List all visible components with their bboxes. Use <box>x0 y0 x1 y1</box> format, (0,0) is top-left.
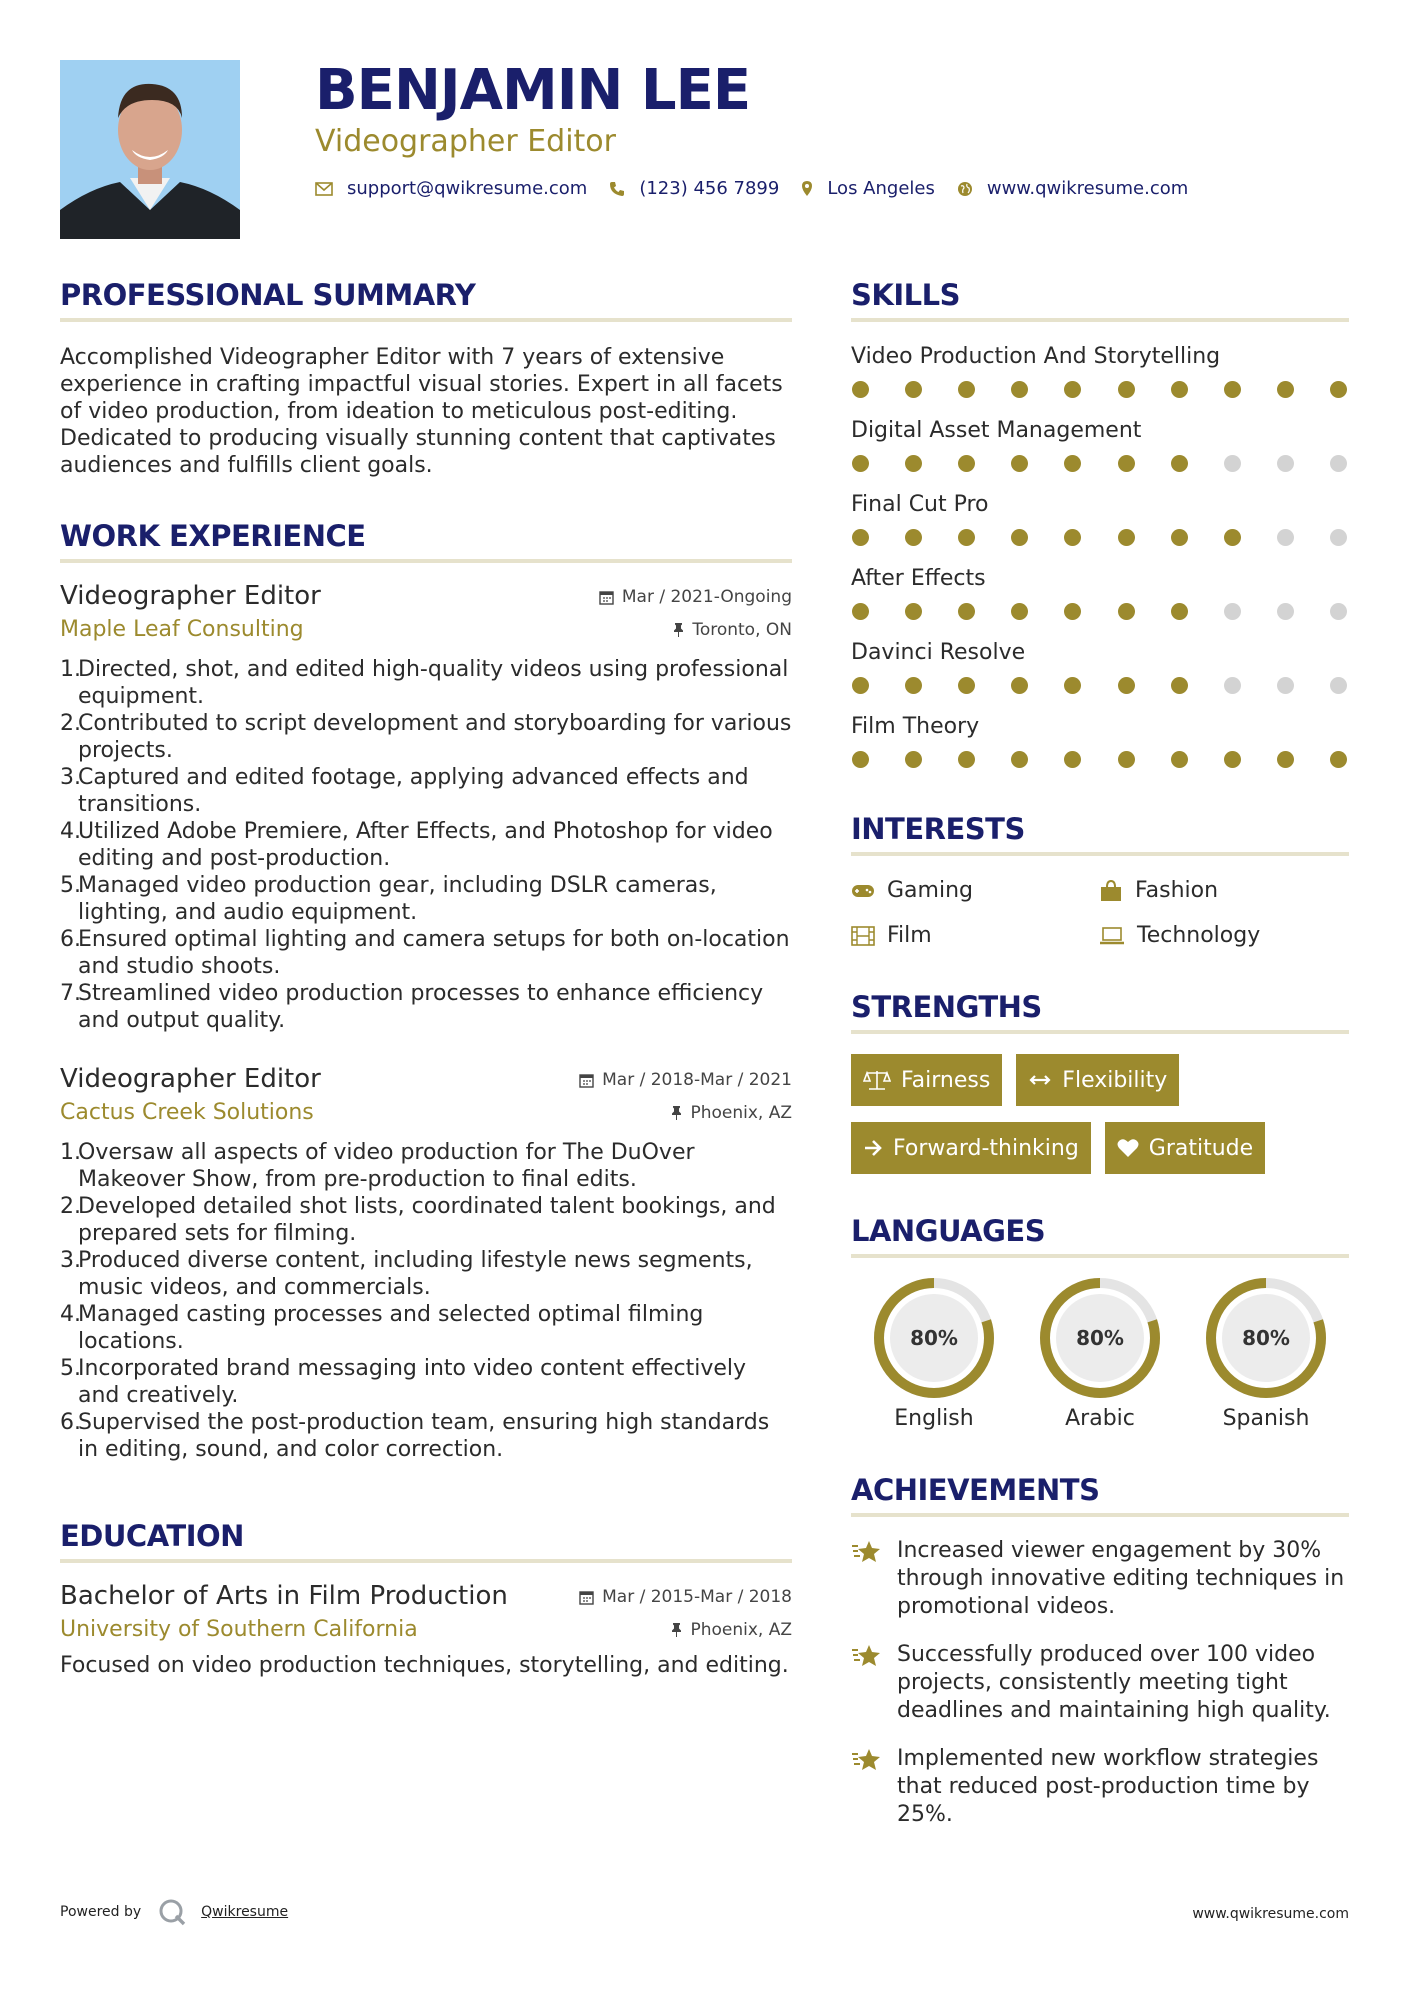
rating-dot-filled <box>1064 751 1081 768</box>
candidate-name: BENJAMIN LEE <box>315 58 751 123</box>
skill-item <box>851 418 1349 472</box>
rating-dot-filled <box>1118 455 1135 472</box>
skill-rating <box>851 455 1349 472</box>
rating-dot-filled <box>1118 529 1135 546</box>
bullet-item: 6. Supervised the post-production team, ensuring high standards in editing, sound, and color correction. <box>60 1410 770 1462</box>
interest-item: Gaming <box>851 878 1099 903</box>
language-name: Arabic <box>1065 1406 1135 1431</box>
bullet-item: 5. Incorporated brand messaging into video content effectively and creatively. <box>60 1356 747 1408</box>
pin-icon <box>671 1105 682 1120</box>
skill-name: After Effects <box>851 566 986 591</box>
experience-heading: WORK EXPERIENCE <box>60 519 792 563</box>
strengths-heading: STRENGTHS <box>851 990 1349 1034</box>
balance-scale-icon <box>863 1069 891 1091</box>
rating-dot-filled <box>1064 455 1081 472</box>
job-title: Videographer Editor <box>60 1064 321 1094</box>
arrow-right-icon <box>863 1139 883 1157</box>
envelope-icon <box>315 182 333 196</box>
rating-dot-filled <box>1064 529 1081 546</box>
rating-dot-filled <box>1011 603 1028 620</box>
language-percent: 80% <box>1242 1326 1290 1350</box>
rating-dot-filled <box>852 603 869 620</box>
language-ring <box>1204 1276 1328 1400</box>
rating-dot-filled <box>905 603 922 620</box>
education-date <box>579 1587 792 1607</box>
rating-dot-filled <box>905 455 922 472</box>
bullet-item: 3. Produced diverse content, including lifestyle news segments, music videos, and commercials. <box>60 1248 753 1300</box>
strength-tag: Fairness <box>851 1054 1002 1106</box>
phone-icon <box>609 181 625 197</box>
education-heading: EDUCATION <box>60 1519 792 1563</box>
strengths-section <box>851 990 1349 1174</box>
language-item <box>1017 1276 1183 1431</box>
interest-item: Fashion <box>1099 878 1347 903</box>
rating-dot-filled <box>1118 677 1135 694</box>
languages-list <box>851 1276 1349 1431</box>
rating-dot-empty <box>1224 455 1241 472</box>
rating-dot-filled <box>1277 381 1294 398</box>
skill-rating <box>851 751 1349 768</box>
profile-photo <box>60 60 240 239</box>
rating-dot-empty <box>1277 529 1294 546</box>
skill-name: Davinci Resolve <box>851 640 1026 665</box>
job-bullets <box>60 1139 792 1463</box>
calendar-icon <box>599 590 614 605</box>
skill-rating <box>851 677 1349 694</box>
candidate-role: Videographer Editor <box>315 124 616 159</box>
skill-item <box>851 566 1349 620</box>
job-location <box>673 620 792 640</box>
achievement-item: Increased viewer engagement by 30% through innovative editing techniques in promotional videos. <box>851 1537 1349 1621</box>
skill-item <box>851 714 1349 768</box>
education-location <box>671 1620 792 1640</box>
rating-dot-filled <box>1171 529 1188 546</box>
rating-dot-filled <box>852 381 869 398</box>
achievement-item: Implemented new workflow strategies that reduced post-production time by 25%. <box>851 1745 1349 1829</box>
rating-dot-filled <box>1224 529 1241 546</box>
laptop-icon <box>1099 927 1125 945</box>
bullet-item: 3. Captured and edited footage, applying advanced effects and transitions. <box>60 765 749 817</box>
skill-name: Final Cut Pro <box>851 492 989 517</box>
language-percent: 80% <box>1076 1326 1124 1350</box>
rating-dot-empty <box>1277 603 1294 620</box>
education-date-text: Mar / 2015-Mar / 2018 <box>602 1587 792 1607</box>
contact-website[interactable] <box>957 178 1188 199</box>
education-section <box>60 1519 792 1679</box>
job-bullets <box>60 656 792 1034</box>
summary-text: Accomplished Videographer Editor with 7 years of extensive experience in crafting impactful visual stories. Expert in all facets of video production, from ideation to meticulous post-editing. Dedicated to producing visually stunning content that captivates audiences and fulfills client goals. <box>60 345 783 478</box>
bullet-item: 1. Directed, shot, and edited high-quality videos using professional equipment. <box>60 657 789 709</box>
rating-dot-empty <box>1330 455 1347 472</box>
education-location-text: Phoenix, AZ <box>690 1619 792 1640</box>
achievement-item: Successfully produced over 100 video projects, consistently meeting tight deadlines and maintaining high quality. <box>851 1641 1349 1725</box>
job-date <box>599 587 792 607</box>
interest-item: Film <box>851 923 1099 948</box>
globe-icon <box>957 181 973 197</box>
languages-heading: LANGUAGES <box>851 1214 1349 1258</box>
calendar-icon <box>579 1073 594 1088</box>
interests-section <box>851 812 1349 948</box>
bullet-item: 5. Managed video production gear, including DSLR cameras, lighting, and audio equipment. <box>60 873 717 925</box>
contact-bar <box>315 178 1210 199</box>
rating-dot-empty <box>1330 529 1347 546</box>
language-ring <box>1038 1276 1162 1400</box>
interests-heading: INTERESTS <box>851 812 1349 856</box>
job-location-text: Phoenix, AZ <box>690 1102 792 1123</box>
skill-rating <box>851 529 1349 546</box>
languages-section <box>851 1214 1349 1431</box>
experience-section <box>60 519 792 1463</box>
skill-rating <box>851 381 1349 398</box>
skill-item <box>851 640 1349 694</box>
star-award-icon <box>851 1643 883 1669</box>
bullet-item: 4. Managed casting processes and selected optimal filming locations. <box>60 1302 704 1354</box>
rating-dot-filled <box>958 751 975 768</box>
education-description: Focused on video production techniques, storytelling, and editing. <box>60 1653 789 1678</box>
contact-location <box>801 178 935 199</box>
rating-dot-empty <box>1330 603 1347 620</box>
rating-dot-filled <box>1064 603 1081 620</box>
website-text: www.qwikresume.com <box>986 178 1189 199</box>
job-date-text: Mar / 2018-Mar / 2021 <box>602 1070 792 1090</box>
map-marker-icon <box>801 180 813 197</box>
language-ring <box>872 1276 996 1400</box>
skills-section <box>851 278 1349 768</box>
rating-dot-filled <box>905 381 922 398</box>
language-item <box>851 1276 1017 1431</box>
job-entry <box>60 581 792 1034</box>
rating-dot-filled <box>1171 603 1188 620</box>
rating-dot-empty <box>1224 603 1241 620</box>
language-name: English <box>894 1406 974 1431</box>
job-company: Cactus Creek Solutions <box>60 1100 314 1125</box>
interest-item: Technology <box>1099 923 1347 948</box>
skill-name: Video Production And Storytelling <box>851 344 1221 369</box>
job-title: Videographer Editor <box>60 581 321 611</box>
powered-by-label: Powered by <box>60 1904 142 1920</box>
rating-dot-filled <box>905 751 922 768</box>
rating-dot-filled <box>1011 751 1028 768</box>
rating-dot-filled <box>958 529 975 546</box>
heart-icon <box>1117 1138 1139 1158</box>
qwikresume-logo-icon <box>157 1897 187 1927</box>
skills-list <box>851 344 1349 768</box>
strength-tag: Flexibility <box>1016 1054 1179 1106</box>
education-entry <box>60 1581 792 1679</box>
rating-dot-filled <box>852 529 869 546</box>
language-percent: 80% <box>910 1326 958 1350</box>
rating-dot-filled <box>958 603 975 620</box>
rating-dot-filled <box>1224 751 1241 768</box>
rating-dot-filled <box>1224 381 1241 398</box>
rating-dot-filled <box>852 677 869 694</box>
skill-item <box>851 344 1349 398</box>
strength-tag: Gratitude <box>1105 1122 1265 1174</box>
rating-dot-filled <box>1171 677 1188 694</box>
location-text: Los Angeles <box>827 178 935 199</box>
skills-heading: SKILLS <box>851 278 1349 322</box>
rating-dot-filled <box>1011 529 1028 546</box>
achievements-heading: ACHIEVEMENTS <box>851 1473 1349 1517</box>
rating-dot-filled <box>1064 677 1081 694</box>
skill-item <box>851 492 1349 546</box>
qwikresume-link[interactable]: Qwikresume <box>201 1904 289 1920</box>
rating-dot-filled <box>958 677 975 694</box>
bullet-item: 2. Developed detailed shot lists, coordinated talent bookings, and prepared sets for filming. <box>60 1194 776 1246</box>
rating-dot-empty <box>1224 677 1241 694</box>
bullet-item: 1. Oversaw all aspects of video production for The DuOver Makeover Show, from pre-production to final edits. <box>60 1140 695 1192</box>
job-company: Maple Leaf Consulting <box>60 617 304 642</box>
rating-dot-filled <box>1171 751 1188 768</box>
pin-icon <box>671 1622 682 1637</box>
rating-dot-filled <box>852 455 869 472</box>
language-name: Spanish <box>1222 1406 1310 1431</box>
summary-section <box>60 278 792 479</box>
achievements-section <box>851 1473 1349 1829</box>
pin-icon <box>673 622 684 637</box>
gamepad-icon <box>851 883 875 899</box>
degree-title: Bachelor of Arts in Film Production <box>60 1581 508 1611</box>
footer-powered-by <box>60 1897 288 1927</box>
rating-dot-filled <box>1277 751 1294 768</box>
footer-website[interactable]: www.qwikresume.com <box>1192 1906 1349 1922</box>
bullet-item: 6. Ensured optimal lighting and camera setups for both on-location and studio shoots. <box>60 927 790 979</box>
rating-dot-filled <box>1118 751 1135 768</box>
job-entry <box>60 1064 792 1463</box>
arrows-horizontal-icon <box>1028 1073 1052 1087</box>
rating-dot-filled <box>905 529 922 546</box>
skill-name: Film Theory <box>851 714 980 739</box>
right-column <box>851 278 1349 1829</box>
contact-phone[interactable] <box>609 178 779 199</box>
rating-dot-filled <box>1064 381 1081 398</box>
rating-dot-filled <box>1171 455 1188 472</box>
bullet-item: 7. Streamlined video production processes to enhance efficiency and output quality. <box>60 981 764 1033</box>
shopping-bag-icon <box>1099 880 1123 902</box>
calendar-icon <box>579 1590 594 1605</box>
summary-heading: PROFESSIONAL SUMMARY <box>60 278 792 322</box>
film-icon <box>851 926 875 946</box>
job-date <box>579 1070 792 1090</box>
rating-dot-empty <box>1277 455 1294 472</box>
job-date-text: Mar / 2021-Ongoing <box>621 587 792 607</box>
phone-text: (123) 456 7899 <box>639 178 780 199</box>
rating-dot-empty <box>1330 677 1347 694</box>
rating-dot-filled <box>1118 381 1135 398</box>
rating-dot-filled <box>1118 603 1135 620</box>
rating-dot-filled <box>1011 381 1028 398</box>
school-name: University of Southern California <box>60 1617 418 1642</box>
rating-dot-filled <box>852 751 869 768</box>
rating-dot-filled <box>1330 751 1347 768</box>
rating-dot-filled <box>1011 677 1028 694</box>
skill-rating <box>851 603 1349 620</box>
language-item <box>1183 1276 1349 1431</box>
skill-name: Digital Asset Management <box>851 418 1142 443</box>
rating-dot-filled <box>905 677 922 694</box>
rating-dot-filled <box>1330 381 1347 398</box>
rating-dot-filled <box>958 381 975 398</box>
rating-dot-filled <box>958 455 975 472</box>
bullet-item: 4. Utilized Adobe Premiere, After Effects, and Photoshop for video editing and post-production. <box>60 819 773 871</box>
email-text: support@qwikresume.com <box>347 178 588 199</box>
bullet-item: 2. Contributed to script development and storyboarding for various projects. <box>60 711 792 763</box>
job-location <box>671 1103 792 1123</box>
star-award-icon <box>851 1747 883 1773</box>
left-column <box>60 278 792 1679</box>
star-award-icon <box>851 1539 883 1565</box>
job-location-text: Toronto, ON <box>692 619 792 640</box>
strength-tag: Forward-thinking <box>851 1122 1091 1174</box>
rating-dot-empty <box>1277 677 1294 694</box>
contact-email[interactable] <box>315 178 587 199</box>
rating-dot-filled <box>1011 455 1028 472</box>
rating-dot-filled <box>1171 381 1188 398</box>
